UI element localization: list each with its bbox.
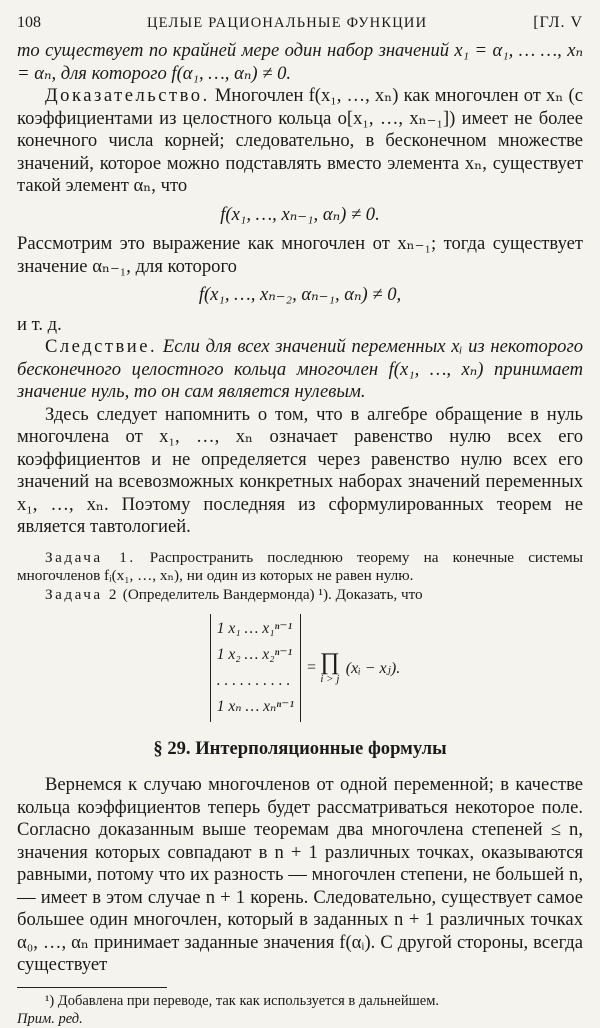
corollary-paragraph <box>17 336 583 404</box>
footnote-signature: Прим. ред. <box>17 1010 83 1027</box>
det-row: 1 x₂ … x₂ⁿ⁻¹ <box>216 646 293 663</box>
product-term: (xᵢ − xⱼ). <box>345 660 401 677</box>
etc-text: и т. д. <box>17 313 62 335</box>
formula-1: f(x₁, …, xₙ₋₁, αₙ) ≠ 0. <box>220 203 380 225</box>
footnote-text: ¹) Добавлена при переводе, так как используется в дальнейшем. <box>45 992 440 1009</box>
product-subscript: i > j <box>320 673 340 685</box>
page-number: 108 <box>17 14 41 31</box>
problems-block <box>17 549 583 605</box>
determinant <box>210 614 301 722</box>
problem-2 <box>17 586 583 605</box>
proof-text: Многочлен f(x₁, …, xₙ) как многочлен от xₙ (с коэффициентами из целостного кольца o[x₁, …, xₙ₋₁]) имеет не более конечного числа корней; следовательно, в бесконечном множестве значений, которое можно подставлять вместо элемента xₙ, существует такой элемент αₙ, что <box>17 85 583 196</box>
product-operator <box>320 651 340 685</box>
problem-1-label: Задача 1. <box>45 548 136 566</box>
proof-paragraph <box>17 85 583 198</box>
footnote-rule <box>17 987 167 988</box>
problem-1 <box>17 549 583 586</box>
det-row: 1 x₁ … x₁ⁿ⁻¹ <box>216 620 293 637</box>
theorem-end: то существует по крайней мере один набор значений x₁ = α₁, … …, xₙ = αₙ, для которого f(α₁, …, αₙ) ≠ 0. <box>17 40 583 84</box>
problem-2-label: Задача 2 <box>45 585 119 603</box>
corollary-text: Если для всех значений переменных xᵢ из некоторого бесконечного целостного кольца многочлен f(x₁, …, xₙ) принимает значение нуль, то он сам является нулевым. <box>17 336 584 402</box>
document-page <box>17 14 583 1028</box>
problem-2-text: (Определитель Вандермонда) ¹). Доказать, что <box>122 585 423 603</box>
corollary-label: Следствие. <box>45 336 158 357</box>
consider-paragraph: Рассмотрим это выражение как многочлен от xₙ₋₁; тогда существует значение αₙ₋₁, для которого <box>17 233 583 277</box>
page-header <box>17 14 583 40</box>
product-symbol: ∏ <box>320 649 340 675</box>
remark-paragraph: Здесь следует напомнить о том, что в алгебре обращение в нуль многочлена от x₁, …, xₙ означает равенство нулю всех его коэффициентов и не определяется через равенство нулю всех его значений на всевозможных конкретных наборах значений переменных x₁, …, xₙ. Поэтому последняя из сформулированных теорем не является тавтологией. <box>17 403 583 537</box>
section-title: § 29. Интерполяционные формулы <box>153 738 447 759</box>
section-paragraph: Вернемся к случаю многочленов от одной переменной; в качестве кольца коэффициентов теперь будет рассматриваться некоторое поле. Согласно доказанным выше теоремам два многочлена степеней ≤ n, значения которых совпадают в n + 1 различных точках, оказываются равными, потому что их разность — многочлен степени, не большей n, — имеет в этом случае n + 1 корень. Следовательно, существует самое большее один многочлен, который в заданных n + 1 различных точках α₀, …, αₙ принимает заданные значения f(αᵢ). С другой стороны, всегда существует <box>17 774 583 975</box>
vandermonde-formula <box>27 614 583 722</box>
chapter-label: [ГЛ. V <box>533 14 583 31</box>
equals-sign: = <box>306 659 317 676</box>
det-row: 1 xₙ … xₙⁿ⁻¹ <box>216 698 294 715</box>
formula-2: f(x₁, …, xₙ₋₂, αₙ₋₁, αₙ) ≠ 0, <box>198 284 402 305</box>
problem-1-text: Распространить последнюю теорему на конечные системы многочленов fᵢ(x₁, …, xₙ), ни один из которых не равен нулю. <box>17 548 583 584</box>
product-expression <box>307 651 400 685</box>
det-row: . . . . . . . . . . <box>216 672 291 689</box>
running-title: ЦЕЛЫЕ РАЦИОНАЛЬНЫЕ ФУНКЦИИ <box>146 15 428 31</box>
footnote <box>17 992 583 1028</box>
proof-label: Доказательство. <box>45 85 210 106</box>
